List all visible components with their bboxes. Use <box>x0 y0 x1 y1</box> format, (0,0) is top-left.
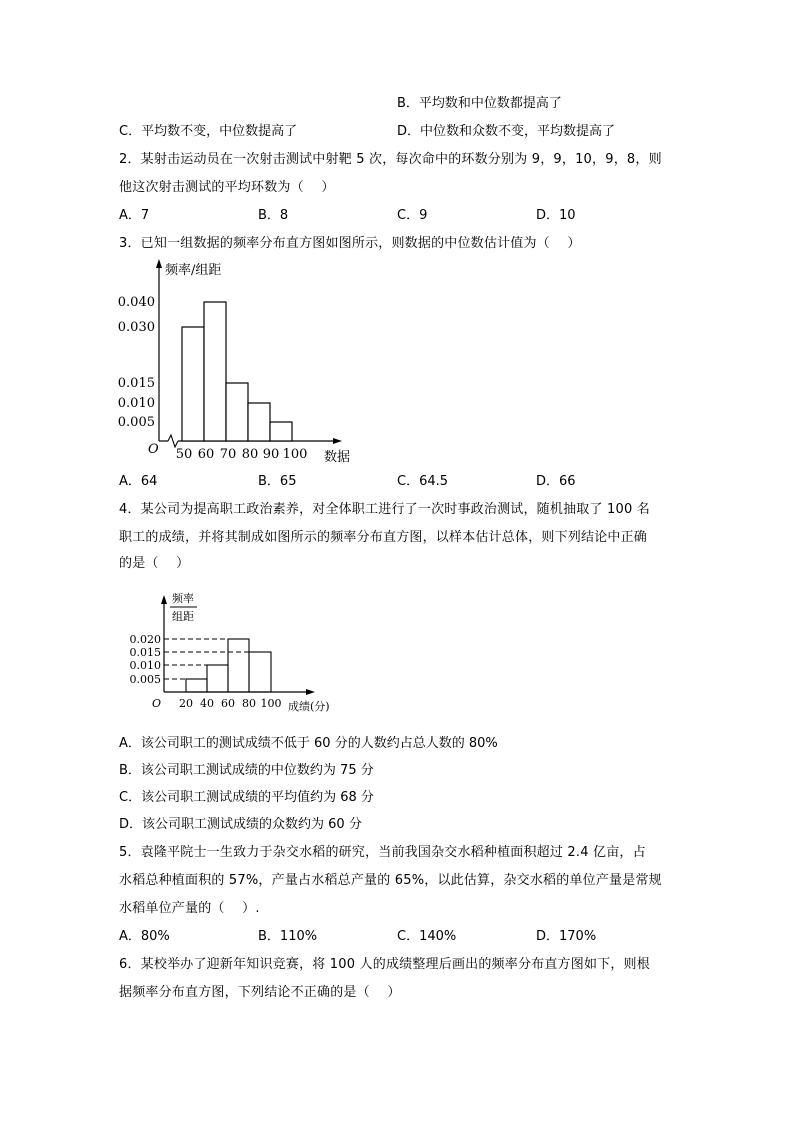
q4-xtick-80: 80 <box>242 697 256 710</box>
q5-stem-line1: 5．袁隆平院士一生致力于杂交水稻的研究，当前我国杂交水稻种植面积超过 2.4 亿亩，占 <box>119 845 646 860</box>
q4-histogram <box>120 585 340 724</box>
q3-xtick-60: 60 <box>197 447 215 462</box>
q4-option-d: D．该公司职工测试成绩的众数约为 60 分 <box>119 817 362 832</box>
q4-stem-line1: 4．某公司为提高职工政治素养，对全体职工进行了一次时事政治测试，随机抽取了 100 名 <box>119 502 650 517</box>
q4-xaxis-label: 成绩(分) <box>288 700 330 713</box>
q1-option-d: D．中位数和众数不变，平均数提高了 <box>397 124 616 139</box>
q4-ytick-0020: 0.020 <box>129 633 161 646</box>
q2-stem-line1: 2．某射击运动员在一次射击测试中射靶 5 次，每次命中的环数分别为 9，9，10，9，8，则 <box>119 152 662 167</box>
q3-xaxis-label: 数据 <box>324 450 351 465</box>
q4-stem-line3: 的是（ ） <box>119 556 190 571</box>
q3-ytick-0015: 0.015 <box>117 376 155 391</box>
q3-ytick-0010: 0.010 <box>117 396 155 411</box>
q4-option-a: A．该公司职工的测试成绩不低于 60 分的人数约占总人数的 80% <box>119 736 498 751</box>
q3-option-a: A．64 <box>119 474 158 489</box>
q2-stem-line2: 他这次射击测试的平均环数为（ ） <box>119 180 335 195</box>
q3-xtick-70: 70 <box>219 447 237 462</box>
q2-option-d: D．10 <box>536 208 576 223</box>
q3-xtick-100: 100 <box>282 447 308 462</box>
q2-option-c: C．9 <box>397 208 428 223</box>
q4-yaxis-label-numerator: 频率 <box>172 592 194 605</box>
q3-ytick-0030: 0.030 <box>117 320 155 335</box>
q1-option-b: B．平均数和中位数都提高了 <box>397 96 562 111</box>
q3-xtick-80: 80 <box>241 447 259 462</box>
q3-option-d: D．66 <box>536 474 576 489</box>
q4-xtick-60: 60 <box>221 697 235 710</box>
q5-option-a: A．80% <box>119 929 170 944</box>
q4-origin-label: O <box>152 697 162 710</box>
q3-option-c: C．64.5 <box>397 474 449 489</box>
q3-option-b: B．65 <box>258 474 297 489</box>
q1-option-c: C．平均数不变，中位数提高了 <box>119 124 298 139</box>
q4-option-b: B．该公司职工测试成绩的中位数约为 75 分 <box>119 763 374 778</box>
q4-xtick-20: 20 <box>179 697 193 710</box>
q5-stem-line2: 水稻总种植面积的 57%，产量占水稻总产量的 65%，以此估算，杂交水稻的单位产量是常规 <box>119 873 662 888</box>
q5-option-b: B．110% <box>258 929 318 944</box>
q3-histogram <box>110 255 370 474</box>
q4-ytick-0005: 0.005 <box>129 673 161 686</box>
q3-ytick-0040: 0.040 <box>117 295 155 310</box>
q4-option-c: C．该公司职工测试成绩的平均值约为 68 分 <box>119 790 374 805</box>
q5-stem-line3: 水稻单位产量的（ ）. <box>119 901 260 916</box>
q3-ytick-0005: 0.005 <box>117 415 155 430</box>
q2-option-b: B．8 <box>258 208 289 223</box>
q3-yaxis-label: 频率/组距 <box>165 263 222 278</box>
q4-ytick-0010: 0.010 <box>129 659 161 672</box>
q5-option-c: C．140% <box>397 929 457 944</box>
q3-stem-line1: 3．已知一组数据的频率分布直方图如图所示，则数据的中位数估计值为（ ） <box>119 236 581 251</box>
q3-xtick-50: 50 <box>175 447 193 462</box>
q4-xtick-40: 40 <box>200 697 214 710</box>
q3-origin-label: O <box>148 442 159 457</box>
q4-xtick-100: 100 <box>260 697 282 710</box>
q3-xtick-90: 90 <box>262 447 280 462</box>
q2-option-a: A．7 <box>119 208 150 223</box>
q4-ytick-0015: 0.015 <box>129 646 161 659</box>
q6-stem-line1: 6．某校举办了迎新年知识竞赛，将 100 人的成绩整理后画出的频率分布直方图如下，则根 <box>119 957 650 972</box>
q4-stem-line2: 职工的成绩，并将其制成如图所示的频率分布直方图，以样本估计总体，则下列结论中正确 <box>119 530 648 545</box>
q6-stem-line2: 据频率分布直方图，下列结论不正确的是（ ） <box>119 985 401 1000</box>
q5-option-d: D．170% <box>536 929 597 944</box>
q4-yaxis-label-denominator: 组距 <box>172 610 194 623</box>
